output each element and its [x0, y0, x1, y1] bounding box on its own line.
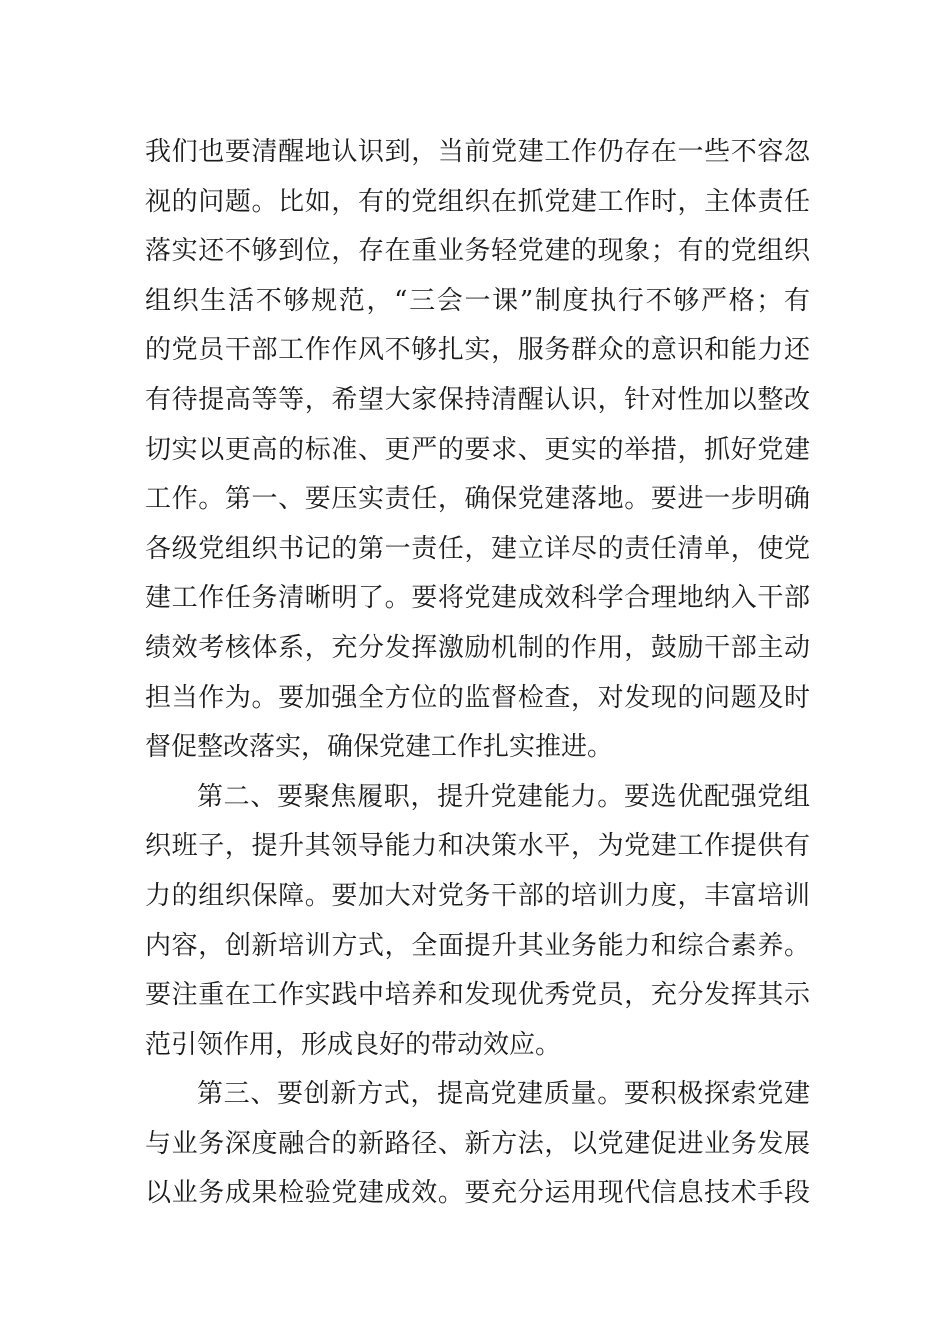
text-line: 力的组织保障。要加大对党务干部的培训力度，丰富培训 [145, 880, 810, 911]
text-line: 各级党组织书记的第一责任，建立详尽的责任清单，使党 [145, 533, 810, 564]
paragraph-end-line: 范引领作用，形成良好的带动效应。 [145, 1029, 562, 1060]
text-line: 切实以更高的标准、更严的要求、更实的举措，抓好党建 [145, 434, 810, 465]
text-line: 视的问题。比如，有的党组织在抓党建工作时，主体责任 [145, 186, 810, 217]
text-line: 内容，创新培训方式，全面提升其业务能力和综合素养。 [145, 930, 810, 961]
text-line: 建工作任务清晰明了。要将党建成效科学合理地纳入干部 [145, 583, 810, 614]
text-line: 组织生活不够规范，“三会一课”制度执行不够严格；有 [145, 285, 810, 316]
text-line: 有待提高等等，希望大家保持清醒认识，针对性加以整改 [145, 384, 810, 415]
text-line: 与业务深度融合的新路径、新方法，以党建促进业务发展 [145, 1128, 810, 1159]
text-line: 工作。第一、要压实责任，确保党建落地。要进一步明确 [145, 484, 810, 515]
paragraph-start-line: 第二、要聚焦履职，提升党建能力。要选优配强党组 [197, 781, 810, 812]
paragraph-end-line: 督促整改落实，确保党建工作扎实推进。 [145, 732, 614, 763]
text-line: 我们也要清醒地认识到，当前党建工作仍存在一些不容忽 [145, 137, 810, 167]
text-line: 落实还不够到位，存在重业务轻党建的现象；有的党组织 [145, 236, 810, 267]
paragraph-start-line: 第三、要创新方式，提高党建质量。要积极探索党建 [197, 1079, 810, 1110]
text-line: 织班子，提升其领导能力和决策水平，为党建工作提供有 [145, 831, 810, 862]
text-line: 以业务成果检验党建成效。要充分运用现代信息技术手段 [145, 1178, 810, 1209]
text-line: 绩效考核体系，充分发挥激励机制的作用，鼓励干部主动 [145, 632, 810, 663]
document-body [145, 128, 810, 1219]
text-line: 担当作为。要加强全方位的监督检查，对发现的问题及时 [145, 682, 810, 713]
text-line: 要注重在工作实践中培养和发现优秀党员，充分发挥其示 [145, 980, 810, 1011]
text-line: 的党员干部工作作风不够扎实，服务群众的意识和能力还 [145, 335, 810, 366]
